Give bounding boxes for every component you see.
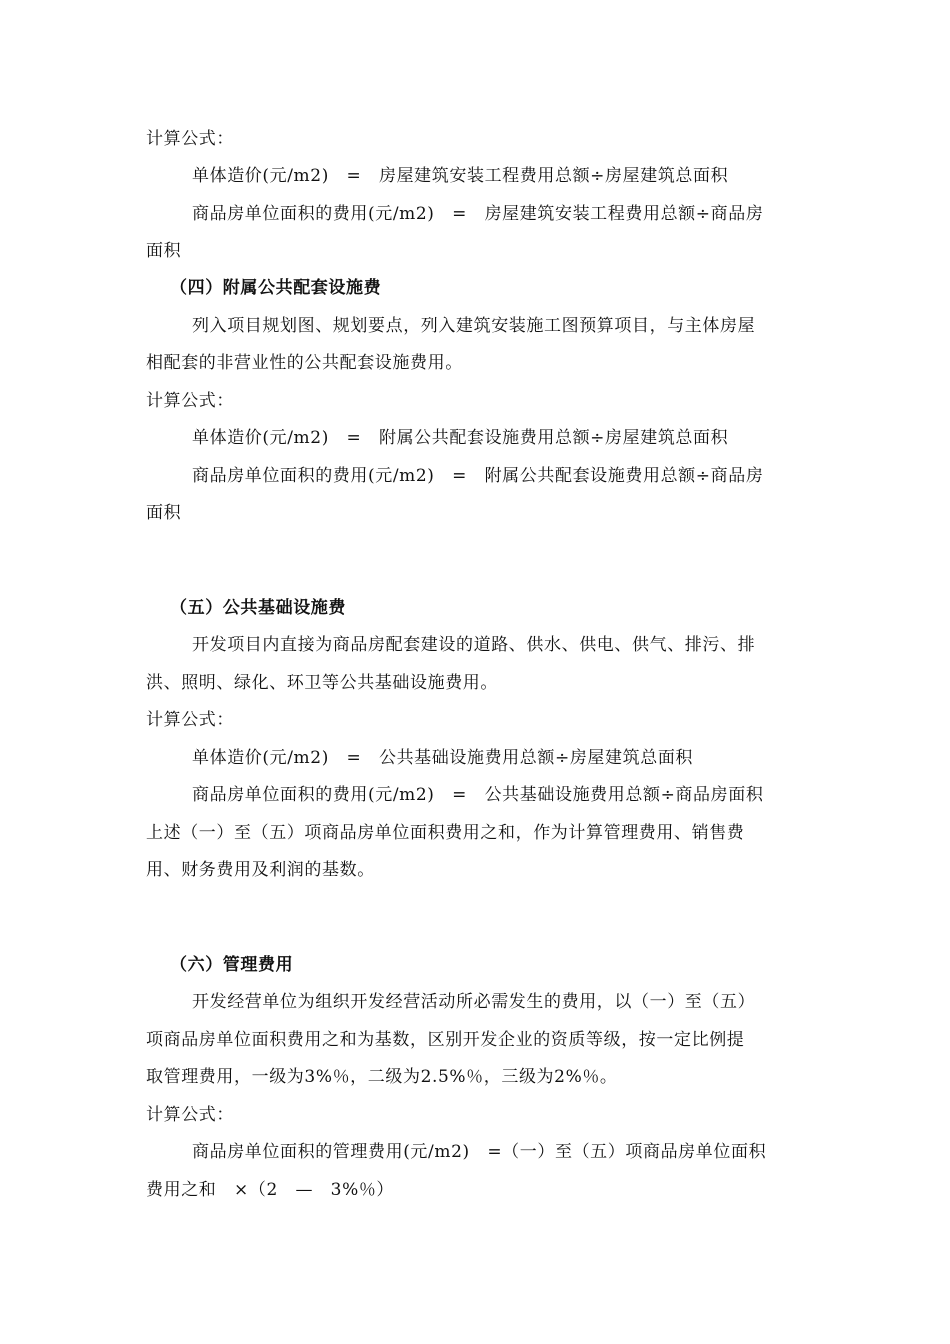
paragraph-line: 用、财务费用及利润的基数。 <box>146 860 375 880</box>
formula-line: 单体造价(元/m2) = 房屋建筑安装工程费用总额÷房屋建筑总面积 <box>192 166 729 186</box>
formula-line: 单体造价(元/m2) = 附属公共配套设施费用总额÷房屋建筑总面积 <box>192 428 729 448</box>
formula-line-continuation: 面积 <box>146 503 182 523</box>
formula-label: 计算公式： <box>146 710 234 730</box>
section-heading-6: （六）管理费用 <box>170 955 294 975</box>
formula-label: 计算公式： <box>146 129 234 149</box>
paragraph-line: 洪、照明、绿化、环卫等公共基础设施费用。 <box>146 673 498 693</box>
formula-line: 单体造价(元/m2) = 公共基础设施费用总额÷房屋建筑总面积 <box>192 748 694 768</box>
formula-line: 商品房单位面积的费用(元/m2) = 公共基础设施费用总额÷商品房面积 <box>192 785 764 805</box>
paragraph-line: 列入项目规划图、规划要点，列入建筑安装施工图预算项目，与主体房屋 <box>192 316 756 336</box>
formula-line: 商品房单位面积的费用(元/m2) = 房屋建筑安装工程费用总额÷商品房 <box>192 204 764 224</box>
section-heading-4: （四）附属公共配套设施费 <box>170 278 382 298</box>
formula-line-continuation: 面积 <box>146 241 182 261</box>
paragraph-line: 开发经营单位为组织开发经营活动所必需发生的费用，以（一）至（五） <box>192 992 756 1012</box>
section-heading-5: （五）公共基础设施费 <box>170 598 346 618</box>
formula-label: 计算公式： <box>146 391 234 411</box>
formula-line-continuation: 费用之和 ×（2 — 3%％） <box>146 1180 395 1200</box>
formula-label: 计算公式： <box>146 1105 234 1125</box>
paragraph-line: 相配套的非营业性的公共配套设施费用。 <box>146 353 463 373</box>
formula-line: 商品房单位面积的费用(元/m2) = 附属公共配套设施费用总额÷商品房 <box>192 466 764 486</box>
paragraph-line: 取管理费用，一级为3%％，二级为2.5%％，三级为2%％。 <box>146 1067 618 1087</box>
paragraph-line: 开发项目内直接为商品房配套建设的道路、供水、供电、供气、排污、排 <box>192 635 756 655</box>
formula-line: 商品房单位面积的管理费用(元/m2) =（一）至（五）项商品房单位面积 <box>192 1142 767 1162</box>
paragraph-line: 项商品房单位面积费用之和为基数，区别开发企业的资质等级，按一定比例提 <box>146 1030 745 1050</box>
paragraph-line: 上述（一）至（五）项商品房单位面积费用之和，作为计算管理费用、销售费 <box>146 823 745 843</box>
